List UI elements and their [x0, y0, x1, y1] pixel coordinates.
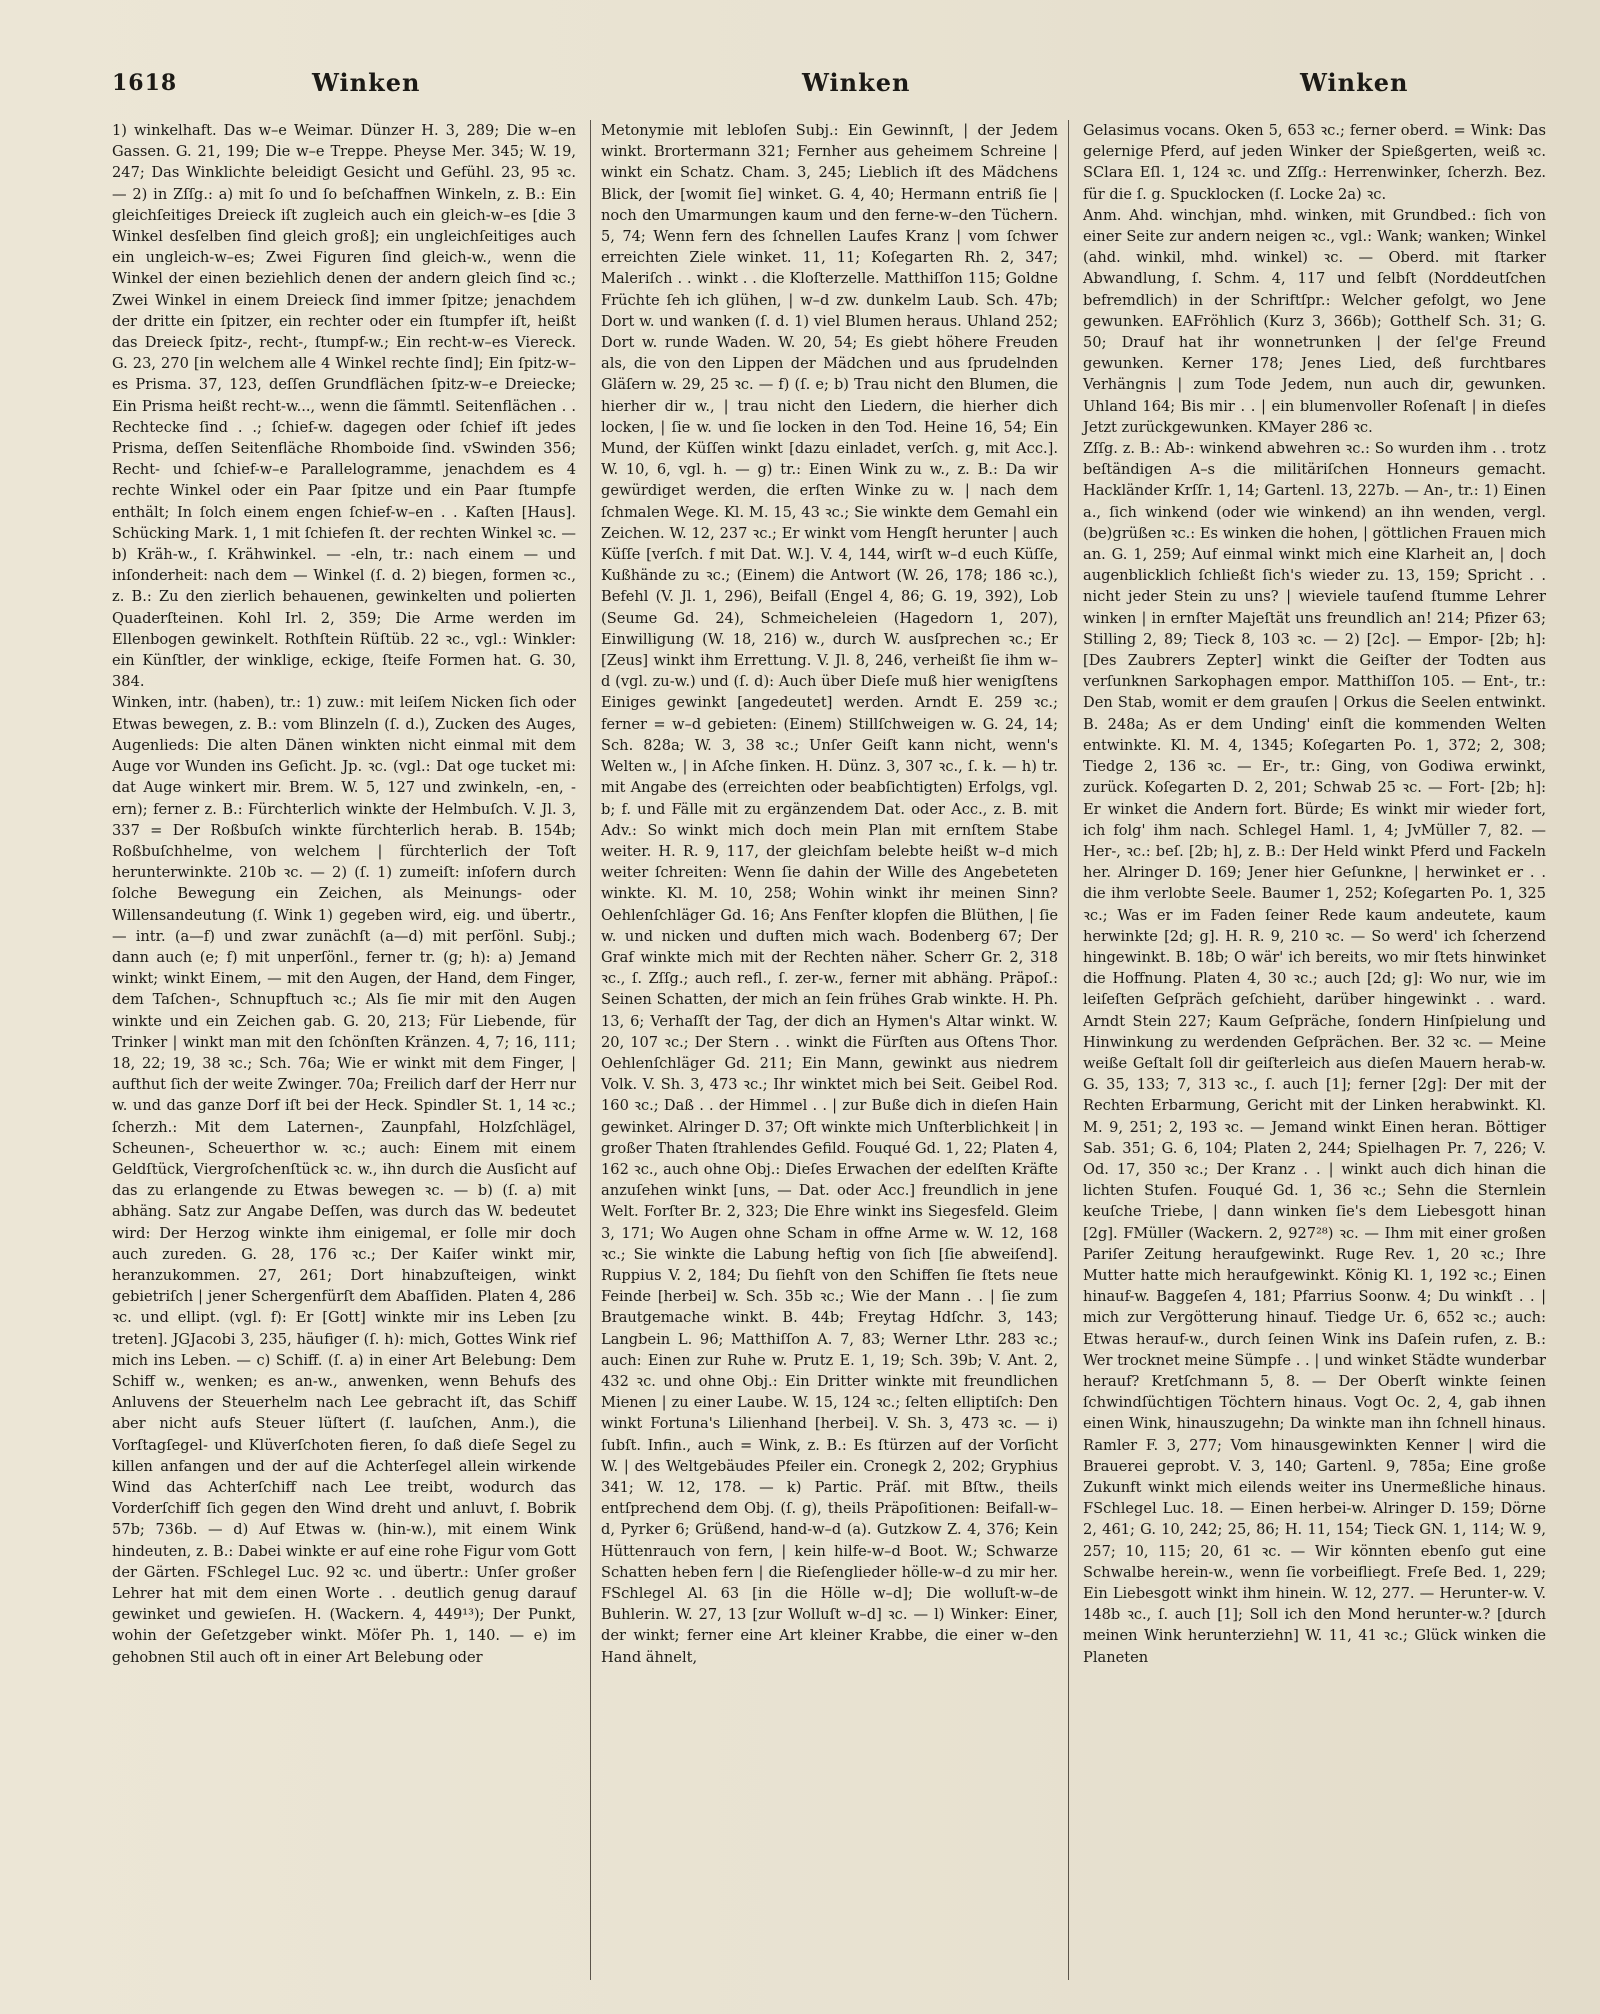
column-1	[112, 120, 590, 1980]
page-header	[112, 60, 1556, 106]
running-head-center: Winken	[802, 68, 911, 97]
column-3-paragraph-1: Gelasimus vocans. Oken 5, 653 ꝛc.; ferner oberd. = Wink: Das gelernige Pferd, auf jeden Winker der Spießgerten, weiß ꝛc. SClara Eſl. 1, 124 ꝛc. und Zſſg.: Herrenwinker, ſcherzh. Bez. für die ſ. g. Spucklocken (ſ. Locke 2a) ꝛc.	[1083, 122, 1546, 203]
column-2	[590, 120, 1068, 1980]
running-head-left: Winken	[312, 68, 421, 97]
column-1-paragraph-1: 1) winkelhaft. Das w–e Weimar. Dünzer H. 3, 289; Die w–en Gassen. G. 21, 199; Die w–e Treppe. Pheyse Mer. 345; W. 19, 247; Das Winklichte beleidigt Gesicht und Gefühl. 23, 95 ꝛc. — 2) in Zſſg.: a) mit ſo und ſo beſchaffnen Winkeln, z. B.: Ein gleichſeitiges Dreieck iſt zugleich auch ein gleich-w–es [die 3 Winkel desſelben ſind gleich groß]; ein ungleichſeitiges auch ein ungleich-w–es; Zwei Figuren ſind gleich-w., wenn die Winkel der einen beziehlich denen der andern gleich ſind ꝛc.; Zwei Winkel in einem Dreieck ſind immer ſpitze; jenachdem der dritte ein ſpitzer, ein rechter oder ein ſtumpfer iſt, heißt das Dreieck ſpitz-, recht-, ſtumpf-w.; Ein recht-w–es Viereck. G. 23, 270 [in welchem alle 4 Winkel rechte ſind]; Ein ſpitz-w–es Prisma. 37, 123, deſſen Grundflächen ſpitz-w–e Dreiecke; Ein Prisma heißt recht-w..., wenn die ſämmtl. Seitenflächen . . Rechtecke ſind . .; ſchief-w. dagegen oder ſchief iſt jedes Prisma, deſſen Seitenfläche Rhomboide ſind. vSwinden 356; Recht- und ſchief-w–e Parallelogramme, jenachdem es 4 rechte Winkel oder ein Paar ſpitze und ein Paar ſtumpfe enthält; In ſolch einem engen ſchief-w–en . . Kaſten [Haus]. Schücking Mark. 1, 1 mit ſchiefen ſt. der rechten Winkel ꝛc. — b) Kräh-w., ſ. Krähwinkel. — -eln, tr.: nach einem — und inſonderheit: nach dem — Winkel (ſ. d. 2) biegen, formen ꝛc., z. B.: Zu den zierlich behauenen, gewinkelten und polierten Quaderſteinen. Kohl Irl. 2, 359; Die Arme werden im Ellenbogen gewinkelt. Rothſtein Rüſtüb. 22 ꝛc., vgl.: Winkler: ein Künſtler, der winklige, eckige, ſteife Formen hat. G. 30, 384.	[112, 122, 576, 691]
column-2-paragraph-1: Metonymie mit lebloſen Subj.: Ein Gewinnſt, | der Jedem winkt. Brortermann 321; Fernher aus geheimem Schreine | winkt ein Schatz. Cham. 3, 245; Lieblich iſt des Mädchens Blick, der [womit ſie] winket. G. 4, 40; Hermann entriß ſie | noch den Umarmungen kaum und den ferne-w–den Tüchern. 5, 74; Wenn fern des ſchnellen Laufes Kranz | vom ſchwer erreichten Ziele winket. 11, 11; Koſegarten Rh. 2, 347; Maleriſch . . winkt . . die Kloſterzelle. Matthiſſon 115; Goldne Früchte ſeh ich glühen, | w–d zw. dunkelm Laub. Sch. 47b; Dort w. und wanken (ſ. d. 1) viel Blumen heraus. Uhland 252; Dort w. runde Waden. W. 20, 54; Es giebt höhere Freuden als, die von den Lippen der Mädchen und aus ſprudelnden Gläſern w. 29, 25 ꝛc. — f) (ſ. e; b) Trau nicht den Blumen, die hierher dir w., | trau nicht den Liedern, die hierher dich locken, | ſie w. und ſie locken in den Tod. Heine 16, 54; Ein Mund, der Küſſen winkt [dazu einladet, verſch. g, mit Acc.]. W. 10, 6, vgl. h. — g) tr.: Einen Wink zu w., z. B.: Da wir gewürdiget werden, die erſten Winke zu w. | nach dem ſchmalen Wege. Kl. M. 15, 43 ꝛc.; Sie winkte dem Gemahl ein Zeichen. W. 12, 237 ꝛc.; Er winkt vom Hengſt herunter | auch Küſſe [verſch. f mit Dat. W.]. V. 4, 144, wirſt w–d euch Küſſe, Kußhände zu ꝛc.; (Einem) die Antwort (W. 26, 178; 186 ꝛc.), Befehl (V. Jl. 1, 296), Beifall (Engel 4, 86; G. 19, 392), Lob (Seume Gd. 24), Schmeicheleien (Hagedorn 1, 207), Einwilligung (W. 18, 216) w., durch W. ausſprechen ꝛc.; Er [Zeus] winkt ihm Errettung. V. Jl. 8, 246, verheißt ſie ihm w–d (vgl. zu-w.) und (ſ. d): Auch über Dieſe muß hier wenigſtens Einiges gewinkt [angedeutet] werden. Arndt E. 259 ꝛc.; ferner = w–d gebieten: (Einem) Stillſchweigen w. G. 24, 14; Sch. 828a; W. 3, 38 ꝛc.; Unſer Geiſt kann nicht, wenn's Welten w., | in Aſche ſinken. H. Dünz. 3, 307 ꝛc., ſ. k. — h) tr. mit Angabe des (erreichten oder beabſichtigten) Erfolgs, vgl. b; f. und Fälle mit zu ergänzendem Dat. oder Acc., z. B. mit Adv.: So winkt mich doch mein Plan mit ernſtem Stabe weiter. H. R. 9, 117, der gleichſam belebte heißt w–d mich weiter ſchreiten: Wenn ſie dahin der Wille des Angebeteten winkte. Kl. M. 10, 258; Wohin winkt ihr meinen Sinn? Oehlenſchläger Gd. 16; Ans Fenſter klopfen die Blüthen, | ſie w. und nicken und duften mich wach. Bodenberg 67; Der Graf winkte mich mit der Rechten näher. Scherr Gr. 2, 318 ꝛc., ſ. Zſſg.; auch refl., ſ. zer-w., ferner mit abhäng. Präpoſ.: Seinen Schatten, der mich an ſein frühes Grab winkte. H. Ph. 13, 6; Verhaſſt der Tag, der dich an Hymen's Altar winkt. W. 20, 107 ꝛc.; Der Stern . . winkt die Fürſten aus Oſtens Thor. Oehlenſchläger Gd. 211; Ein Mann, gewinkt aus niedrem Volk. V. Sh. 3, 473 ꝛc.; Ihr winktet mich bei Seit. Geibel Rod. 160 ꝛc.; Daß . . der Himmel . . | zur Buße dich in dieſen Hain gewinket. Alringer D. 37; Oft winkte mich Unſterblichkeit | in großer Thaten ſtrahlendes Gefild. Fouqué Gd. 1, 22; Platen 4, 162 ꝛc., auch ohne Obj.: Dieſes Erwachen der edelſten Kräfte anzuſehen winkt [uns, — Dat. oder Acc.] freundlich in jene Welt. Forſter Br. 2, 323; Die Ehre winkt ins Siegesfeld. Gleim 3, 171; Wo Augen ohne Scham in offne Arme w. W. 12, 168 ꝛc.; Sie winkte die Labung heftig von ſich [ſie abweiſend]. Ruppius V. 2, 184; Du ſiehſt von den Schiffen ſie ſtets neue Feinde [herbei] w. Sch. 35b ꝛc.; Wie der Mann . . | ſie zum Brautgemache winkt. B. 44b; Freytag Hdſchr. 3, 143; Langbein L. 96; Matthiſſon A. 7, 83; Werner Lthr. 283 ꝛc.; auch: Einen zur Ruhe w. Prutz E. 1, 19; Sch. 39b; V. Ant. 2, 432 ꝛc. und ohne Obj.: Ein Dritter winkte mit freundlichen Mienen | zu einer Laube. W. 15, 124 ꝛc.; ſelten elliptiſch: Den winkt Fortuna's Lilienhand [herbei]. V. Sh. 3, 473 ꝛc. — i) ſubſt. Infin., auch = Wink, z. B.: Es ſtürzen auf der Vorſicht W. | des Weltgebäudes Pfeiler ein. Cronegk 2, 202; Gryphius 341; W. 12, 178. — k) Partic. Präſ. mit Bſtw., theils entſprechend dem Obj. (ſ. g), theils Präpoſitionen: Beifall-w–d, Pyrker 6; Grüßend, hand-w–d (a). Gutzkow Z. 4, 376; Kein Hüttenrauch von fern, | kein hilfe-w–d Boot. W.; Schwarze Schatten heben fern | die Rieſenglieder hölle-w–d zu mir her. FSchlegel Al. 63 [in die Hölle w–d]; Die wolluſt-w–de Buhlerin. W. 27, 13 [zur Wolluſt w–d] ꝛc. — l) Winker: Einer, der winkt; ferner eine Art kleiner Krabbe, die einer w–den Hand ähnelt,	[601, 122, 1058, 1666]
column-3-paragraph-2: Anm. Ahd. winchjan, mhd. winken, mit Grundbed.: ſich von einer Seite zur andern neigen ꝛc., vgl.: Wank; wanken; Winkel (ahd. winkil, mhd. winkel) ꝛc. — Oberd. mit ſtarker Abwandlung, ſ. Schm. 4, 117 und ſelbſt (Norddeutſchen befremdlich) in der Schriftſpr.: Welcher gefolgt, wo Jene gewunken. EAFröhlich (Kurz 3, 366b); Gotthelf Sch. 31; G. 50; Drauf hat ihr wonnetrunken | der ſel'ge Freund gewunken. Kerner 178; Jenes Lied, deß furchtbares Verhängnis | zum Tode Jedem, nun auch dir, gewunken. Uhland 164; Bis mir . . | ein blumenvoller Roſenaſt | in dieſes Jetzt zurückgewunken. KMayer 286 ꝛc.	[1083, 206, 1546, 436]
running-head-right: Winken	[1300, 68, 1409, 97]
column-1-paragraph-2: Winken, intr. (haben), tr.: 1) zuw.: mit leiſem Nicken ſich oder Etwas bewegen, z. B.: vom Blinzeln (ſ. d.), Zucken des Auges, Augenlieds: Die alten Dänen winkten nicht einmal mit dem Auge vor Wunden ins Geſicht. Jp. ꝛc. (vgl.: Dat oge tucket mi: dat Auge winkert mir. Brem. W. 5, 127 und zwinkeln, -en, -ern); ferner z. B.: Fürchterlich winkte der Helmbuſch. V. Jl. 3, 337 = Der Roßbuſch winkte fürchterlich herab. B. 154b; Roßbuſchhelme, von welchem | fürchterlich der Toſt herunterwinkte. 210b ꝛc. — 2) (ſ. 1) zumeiſt: inſofern durch ſolche Bewegung ein Zeichen, als Meinungs- oder Willensandeutung (ſ. Wink 1) gegeben wird, eig. und übertr., — intr. (a—f) und zwar zunächſt (a—d) mit perſönl. Subj.; dann auch (e; f) mit unperſönl., ferner tr. (g; h): a) Jemand winkt; winkt Einem, — mit den Augen, der Hand, dem Finger, dem Taſchen-, Schnupftuch ꝛc.; Als ſie mir mit den Augen winkte und ein Zeichen gab. G. 20, 213; Für Liebende, für Trinker | winkt man mit den ſchönſten Kränzen. 4, 7; 16, 111; 18, 22; 19, 38 ꝛc.; Sch. 76a; Wie er winkt mit dem Finger, | aufthut ſich der weite Zwinger. 70a; Freilich darf der Herr nur w. und das ganze Dorf iſt bei der Heck. Spindler St. 1, 14 ꝛc.; ſcherzh.: Mit dem Laternen-, Zaunpfahl, Holzſchlägel, Scheunen-, Scheuerthor w. ꝛc.; auch: Einem mit einem Geldſtück, Viergroſchenſtück ꝛc. w., ihn durch die Ausſicht auf das zu erlangende zu Etwas bewegen ꝛc. — b) (ſ. a) mit abhäng. Satz zur Angabe Deſſen, was durch das W. bedeutet wird: Der Herzog winkte ihm einigemal, er ſolle mir doch auch zureden. G. 28, 176 ꝛc.; Der Kaiſer winkt mir, heranzukommen. 27, 261; Dort hinabzuſteigen, winkt gebietriſch | jener Schergenfürſt dem Abaſſiden. Platen 4, 286 ꝛc. und ellipt. (vgl. f): Er [Gott] winkte mir ins Leben [zu treten]. JGJacobi 3, 235, häufiger (ſ. h): mich, Gottes Wink rief mich ins Leben. — c) Schiff. (ſ. a) in einer Art Belebung: Dem Schiff w., wenken; es an-w., anwenken, wenn Behufs des Anluvens der Steuerhelm nach Lee gebracht iſt, das Schiff aber nicht aufs Steuer lüſtert (ſ. lauſchen, Anm.), die Vorſtagſegel- und Klüverſchoten fieren, ſo daß dieſe Segel zu killen anfangen und der auf die Achterſegel allein wirkende Wind das Achterſchiff nach Lee treibt, wodurch das Vorderſchiff ſich gegen den Wind dreht und anluvt, ſ. Bobrik 57b; 736b. — d) Auf Etwas w. (hin-w.), mit einem Wink hindeuten, z. B.: Dabei winkte er auf eine rohe Figur vom Gott der Gärten. FSchlegel Luc. 92 ꝛc. und übertr.: Unſer großer Lehrer hat mit dem einen Worte . . deutlich genug darauf gewinket und gewieſen. H. (Wackern. 4, 449¹³); Der Punkt, wohin der Geſetzgeber winkt. Möſer Ph. 1, 140. — e) im gehobnen Stil auch oft in einer Art Belebung oder	[112, 694, 576, 1666]
column-3-paragraph-3: Zſſg. z. B.: Ab-: winkend abwehren ꝛc.: So wurden ihm . . trotz beſtändigen A–s die militäriſchen Honneurs gemacht. Hackländer Krſſr. 1, 14; Gartenl. 13, 227b. — An-, tr.: 1) Einen a., ſich winkend (oder wie winkend) an ihn wenden, vergl. (be)grüßen ꝛc.: Es winken die hohen, | göttlichen Frauen mich an. G. 1, 259; Auf einmal winkt mich eine Klarheit an, | doch augenblicklich ſchließt ſich's wieder zu. 13, 159; Spricht . . nicht jeder Stein zu uns? | wieviele tauſend ſtumme Lehrer winken | in ernſter Majeſtät uns freundlich an! 214; Pfizer 63; Stilling 2, 89; Tieck 8, 103 ꝛc. — 2) [2c]. — Empor- [2b; h]: [Des Zaubrers Zepter] winkt die Geiſter der Todten aus verſunknen Sarkophagen empor. Matthiſſon 105. — Ent-, tr.: Den Stab, womit er dem grauſen | Orkus die Seelen entwinkt. B. 248a; As er dem Unding' einſt die kommenden Welten entwinkte. Kl. M. 4, 1345; Koſegarten Po. 1, 372; 2, 308; Tiedge 2, 136 ꝛc. — Er-, tr.: Ging, von Godiwa erwinkt, zurück. Koſegarten D. 2, 201; Schwab 25 ꝛc. — Fort- [2b; h]: Er winket die Andern fort. Bürde; Es winkt mir wieder fort, ich folg' ihm nach. Schlegel Haml. 1, 4; JvMüller 7, 82. — Her-, ꝛc.: beſ. [2b; h], z. B.: Der Held winkt Pferd und Fackeln her. Alringer D. 169; Jener hier Geſunkne, | herwinket er . . die ihm verlobte Seele. Baumer 1, 252; Koſegarten Po. 1, 325 ꝛc.; Was er im Faden ſeiner Rede kaum andeutete, kaum herwinkte [2d; g]. H. R. 9, 210 ꝛc. — So werd' ich ſcherzend hingewinkt. B. 18b; O wär' ich bereits, wo mir ſtets hinwinket die Hoffnung. Platen 4, 30 ꝛc.; auch [2d; g]: Wo nur, wie im leiſeſten Geſpräch geſchieht, darüber hingewinkt . . ward. Arndt Stein 227; Kaum Geſpräche, ſondern Hinſpielung und Hinwinkung zu werdenden Geſprächen. Ber. 32 ꝛc. — Meine weiße Geſtalt ſoll dir geiſterleich aus dieſen Mauern herab-w. G. 35, 133; 7, 313 ꝛc., ſ. auch [1]; ferner [2g]: Der mit der Rechten Erbarmung, Gericht mit der Linken herabwinkt. Kl. M. 9, 251; 2, 193 ꝛc. — Jemand winkt Einen heran. Böttiger Sab. 351; G. 6, 104; Platen 2, 244; Spielhagen Pr. 7, 226; V. Od. 17, 350 ꝛc.; Der Kranz . . | winkt auch dich hinan die lichten Stufen. Fouqué Gd. 1, 36 ꝛc.; Sehn die Sternlein keuſche Triebe, | dann winken ſie's dem Liebesgott hinan [2g]. FMüller (Wackern. 2, 927²⁸) ꝛc. — Ihm mit einer großen Pariſer Zeitung heraufgewinkt. Ruge Rev. 1, 20 ꝛc.; Ihre Mutter hatte mich heraufgewinkt. König Kl. 1, 192 ꝛc.; Einen hinauf-w. Baggeſen 4, 181; Pfarrius Soonw. 4; Du winkſt . . | mich zur Vergötterung hinauf. Tiedge Ur. 6, 652 ꝛc.; auch: Etwas herauf-w., durch ſeinen Wink ins Daſein rufen, z. B.: Wer trocknet meine Sümpfe . . | und winket Städte wunderbar herauf? Kretſchmann 5, 8. — Der Oberſt winkte ſeinen ſchwindſüchtigen Töchtern hinaus. Vogt Oc. 2, 4, gab ihnen einen Wink, hinauszugehn; Da winkte man ihn ſchnell hinaus. Ramler F. 3, 277; Vom hinausgewinkten Kenner | wird die Brauerei geprobt. V. 3, 140; Gartenl. 9, 785a; Eine große Zukunft winkt mich eilends weiter ins Unermeßliche hinaus. FSchlegel Luc. 18. — Einen herbei-w. Alringer D. 159; Dörne 2, 461; G. 10, 242; 25, 86; H. 11, 154; Tieck GN. 1, 114; W. 9, 257; 10, 115; 20, 61 ꝛc. — Wir könnten ebenſo gut eine Schwalbe herein-w., wenn ſie vorbeifliegt. Freſe Bed. 1, 229; Ein Liebesgott winkt ihm hinein. W. 12, 277. — Herunter-w. V. 148b ꝛc., ſ. auch [1]; Soll ich den Mond herunter-w.? [durch meinen Wink herunterziehn] W. 11, 41 ꝛc.; Glück winken die Planeten	[1083, 440, 1546, 1666]
column-3	[1068, 120, 1546, 1980]
page-number: 1618	[112, 70, 178, 96]
text-columns	[112, 120, 1556, 1980]
